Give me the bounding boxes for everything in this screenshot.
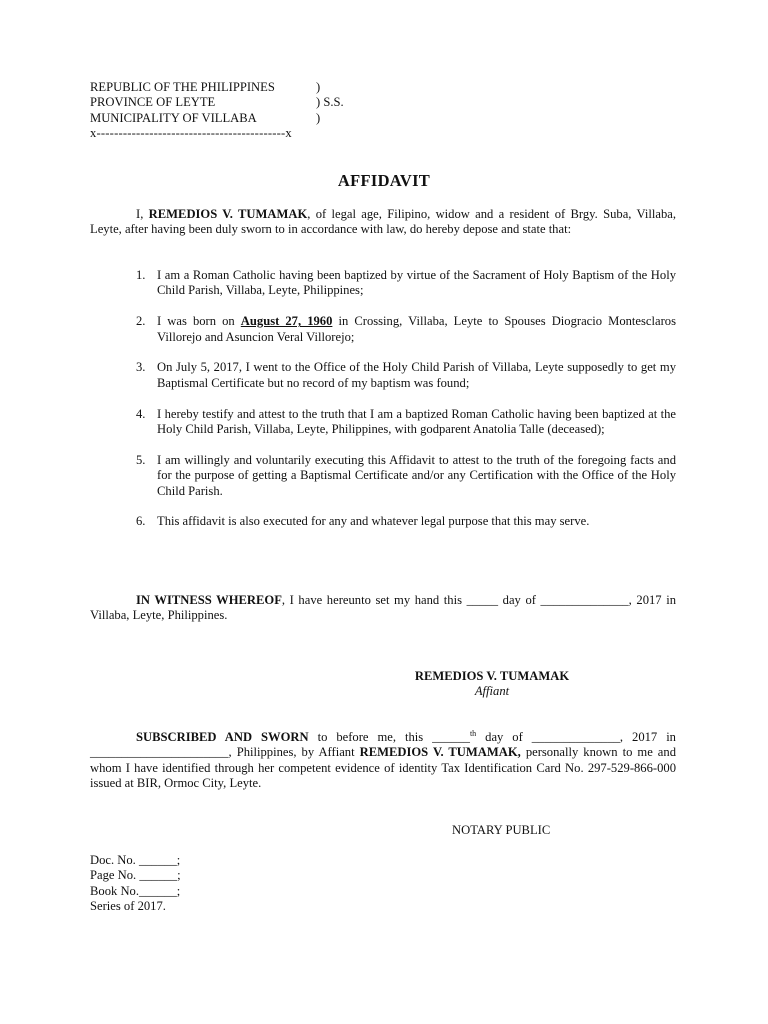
jurat-part3: personally known to me and whom I have identified through her competent evidence of identity Tax Identification Card No. 297-529-866-000 issued at BIR, Ormoc City, Leyte.	[90, 745, 676, 791]
affiant-name: REMEDIOS V. TUMAMAK	[148, 207, 308, 221]
intro-paragraph	[90, 207, 676, 238]
witness-lead: IN WITNESS WHEREOF	[136, 593, 282, 607]
jurat-affiant-name: REMEDIOS V. TUMAMAK,	[359, 745, 521, 760]
item-text: I hereby testify and attest to the truth that I am a baptized Roman Catholic having been baptized at the Holy Child Parish, Villaba, Leyte, Philippines, with godparent Anatolia Talle (deceased);	[157, 406, 676, 437]
item-text: On July 5, 2017, I went to the Office of the Holy Child Parish of Villaba, Leyte supposedly to get my Baptismal Certificate but no record of my baptism was found;	[157, 360, 676, 390]
jurat-part1: to before me, this ______	[308, 730, 470, 744]
list-item	[90, 407, 676, 438]
intro-rest: , of legal age, Filipino, widow and a resident of Brgy. Suba, Villaba, Leyte, after having been duly sworn to in accordance with law, do hereby depose and state that:	[90, 207, 676, 237]
jurat-part2: day of ______________, 2017 in ______________________, Philippines, by Affiant	[90, 730, 676, 760]
intro-prefix: I,	[136, 207, 149, 221]
jurat-paragraph	[90, 730, 676, 792]
signature-name: REMEDIOS V. TUMAMAK	[414, 669, 570, 683]
book-number: Book No.______;	[90, 883, 181, 898]
venue-province-row	[90, 95, 350, 110]
venue-municipality: MUNICIPALITY OF VILLABA	[90, 110, 257, 125]
venue-paren: )	[316, 80, 321, 94]
page-number: Page No. ______;	[90, 868, 181, 883]
statement-list	[90, 268, 676, 530]
item-number: 3.	[136, 360, 146, 375]
item-number: 4.	[136, 406, 146, 421]
jurat-sup: th	[469, 729, 477, 738]
birth-date: August 27, 1960	[240, 314, 333, 329]
witness-rest: , I have hereunto set my hand this _____ day of ______________, 2017 in Villaba, Leyte, Philippines.	[90, 593, 676, 623]
witness-paragraph	[90, 593, 676, 624]
jurat-lead: SUBSCRIBED AND SWORN	[136, 730, 309, 744]
notary-public-label: NOTARY PUBLIC	[452, 823, 551, 837]
venue-municipality-row	[90, 111, 350, 126]
list-item	[90, 514, 676, 529]
list-item	[90, 453, 676, 499]
notarial-register-block	[90, 853, 181, 915]
document-title: AFFIDAVIT	[337, 171, 431, 190]
affiant-signature-block	[380, 669, 604, 700]
list-item	[90, 314, 676, 345]
item-number: 2.	[136, 314, 146, 329]
venue-rule: x-------------------------------------------x	[90, 126, 292, 141]
venue-republic: REPUBLIC OF THE PHILIPPINES	[90, 80, 275, 94]
item-number: 1.	[136, 268, 146, 282]
item-number: 6.	[136, 514, 146, 529]
venue-paren: )	[316, 110, 321, 125]
series-year: Series of 2017.	[90, 899, 166, 914]
item-number: 5.	[136, 452, 146, 467]
item-text: This affidavit is also executed for any and whatever legal purpose that this may serve.	[157, 514, 590, 529]
venue-ss: ) S.S.	[316, 95, 344, 110]
venue-block	[90, 80, 350, 142]
venue-republic-row	[90, 80, 350, 95]
doc-number: Doc. No. ______;	[90, 853, 181, 867]
list-item	[90, 360, 676, 391]
item-text-before: I was born on	[157, 314, 241, 329]
venue-province: PROVINCE OF LEYTE	[90, 95, 216, 110]
list-item	[90, 268, 676, 299]
item-text: I am a Roman Catholic having been baptized by virtue of the Sacrament of Holy Baptism of the Holy Child Parish, Villaba, Leyte, Philippines;	[157, 268, 676, 298]
item-text-after: in Crossing, Villaba, Leyte to Spouses Diogracio Montesclaros Villorejo and Asuncion Veral Villorejo;	[157, 314, 676, 344]
item-text: I am willingly and voluntarily executing this Affidavit to attest to the truth of the foregoing facts and for the purpose of getting a Baptismal Certificate and/or any Certification with the Office of the Holy Child Parish.	[157, 452, 676, 498]
signature-role: Affiant	[474, 684, 510, 699]
